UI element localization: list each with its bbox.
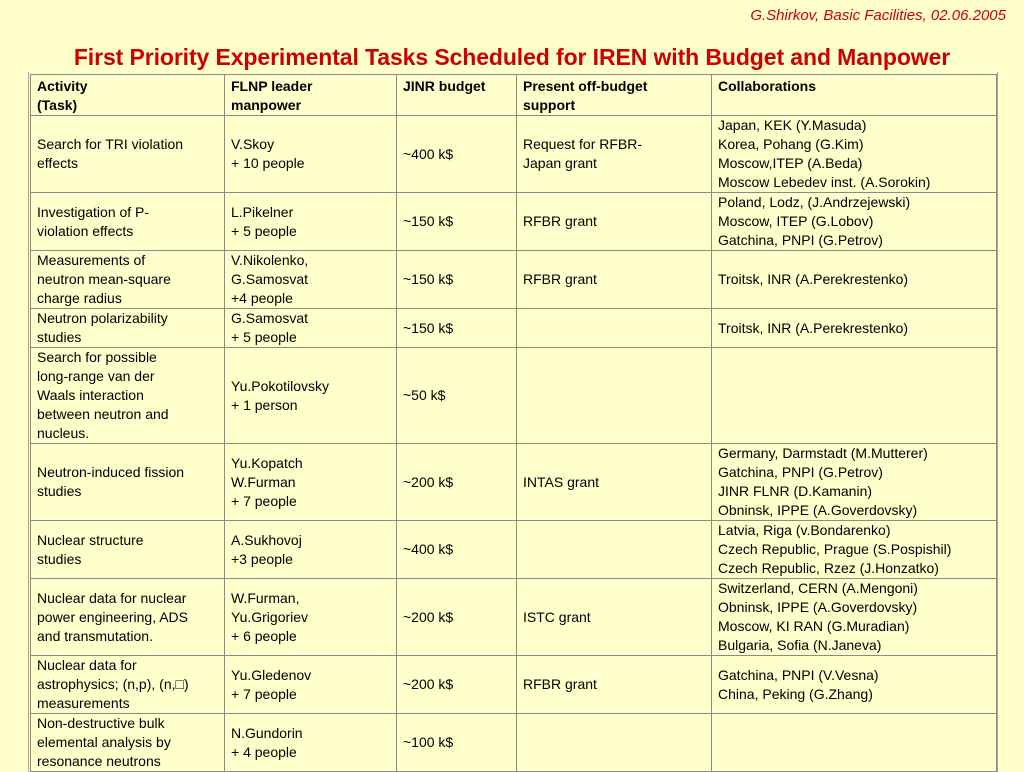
column-header-support: Present off-budget support: [517, 75, 712, 116]
cell-support: RFBR grant: [517, 193, 712, 251]
cell-budget: ~50 k$: [397, 348, 517, 444]
column-header-budget: JINR budget: [397, 75, 517, 116]
table-row: [31, 193, 997, 251]
table-header-row: [31, 75, 997, 116]
cell-activity: Nuclear data for astrophysics; (n,p), (n,□) measurements: [31, 656, 225, 714]
column-header-activity: Activity (Task): [31, 75, 225, 116]
cell-collaborations: Germany, Darmstadt (M.Mutterer) Gatchina, PNPI (G.Petrov) JINR FLNR (D.Kamanin) Obninsk, IPPE (A.Goverdovsky): [712, 444, 997, 521]
cell-budget: ~100 k$: [397, 714, 517, 772]
cell-support: RFBR grant: [517, 656, 712, 714]
table-row: [31, 251, 997, 309]
table-row: [31, 116, 997, 193]
cell-leader: V.Nikolenko, G.Samosvat +4 people: [225, 251, 397, 309]
cell-collaborations: [712, 714, 997, 772]
cell-budget: ~400 k$: [397, 116, 517, 193]
cell-leader: G.Samosvat + 5 people: [225, 309, 397, 348]
cell-activity: Measurements of neutron mean-square charge radius: [31, 251, 225, 309]
cell-activity: Search for TRI violation effects: [31, 116, 225, 193]
cell-activity: Nuclear structure studies: [31, 521, 225, 579]
cell-budget: ~150 k$: [397, 251, 517, 309]
cell-leader: Yu.Gledenov + 7 people: [225, 656, 397, 714]
table-row: [31, 579, 997, 656]
cell-activity: Non-destructive bulk elemental analysis by resonance neutrons: [31, 714, 225, 772]
cell-activity: Neutron-induced fission studies: [31, 444, 225, 521]
column-header-leader: FLNP leader manpower: [225, 75, 397, 116]
cell-collaborations: Troitsk, INR (A.Perekrestenko): [712, 251, 997, 309]
author-date-note: G.Shirkov, Basic Facilities, 02.06.2005: [750, 7, 1006, 24]
cell-budget: ~150 k$: [397, 309, 517, 348]
cell-leader: A.Sukhovoj +3 people: [225, 521, 397, 579]
cell-leader: L.Pikelner + 5 people: [225, 193, 397, 251]
cell-support: INTAS grant: [517, 444, 712, 521]
cell-leader: N.Gundorin + 4 people: [225, 714, 397, 772]
table-row: [31, 521, 997, 579]
column-header-collaborations: Collaborations: [712, 75, 997, 116]
tasks-table: [30, 74, 997, 772]
cell-support: [517, 348, 712, 444]
slide-title: First Priority Experimental Tasks Scheduled for IREN with Budget and Manpower: [73, 44, 951, 70]
cell-activity: Investigation of P- violation effects: [31, 193, 225, 251]
cell-collaborations: Poland, Lodz, (J.Andrzejewski) Moscow, ITEP (G.Lobov) Gatchina, PNPI (G.Petrov): [712, 193, 997, 251]
cell-leader: V.Skoy + 10 people: [225, 116, 397, 193]
cell-collaborations: Switzerland, CERN (A.Mengoni) Obninsk, IPPE (A.Goverdovsky) Moscow, KI RAN (G.Muradian) Bulgaria, Sofia (N.Janeva): [712, 579, 997, 656]
cell-budget: ~200 k$: [397, 444, 517, 521]
cell-activity: Neutron polarizability studies: [31, 309, 225, 348]
table-row: [31, 444, 997, 521]
cell-collaborations: Japan, KEK (Y.Masuda) Korea, Pohang (G.Kim) Moscow,ITEP (A.Beda) Moscow Lebedev inst. (A.Sorokin): [712, 116, 997, 193]
cell-leader: W.Furman, Yu.Grigoriev + 6 people: [225, 579, 397, 656]
cell-collaborations: Troitsk, INR (A.Perekrestenko): [712, 309, 997, 348]
cell-activity: Search for possible long-range van der Waals interaction between neutron and nucleus.: [31, 348, 225, 444]
table-row: [31, 309, 997, 348]
cell-support: Request for RFBR- Japan grant: [517, 116, 712, 193]
cell-budget: ~150 k$: [397, 193, 517, 251]
cell-support: [517, 714, 712, 772]
cell-leader: Yu.Kopatch W.Furman + 7 people: [225, 444, 397, 521]
table-row: [31, 348, 997, 444]
cell-budget: ~400 k$: [397, 521, 517, 579]
cell-collaborations: [712, 348, 997, 444]
cell-collaborations: Latvia, Riga (v.Bondarenko) Czech Republic, Prague (S.Pospishil) Czech Republic, Rzez (J.Honzatko): [712, 521, 997, 579]
cell-budget: ~200 k$: [397, 656, 517, 714]
cell-leader: Yu.Pokotilovsky + 1 person: [225, 348, 397, 444]
cell-activity: Nuclear data for nuclear power engineering, ADS and transmutation.: [31, 579, 225, 656]
cell-support: [517, 309, 712, 348]
cell-collaborations: Gatchina, PNPI (V.Vesna) China, Peking (G.Zhang): [712, 656, 997, 714]
table-row: [31, 714, 997, 772]
cell-support: RFBR grant: [517, 251, 712, 309]
table-row: [31, 656, 997, 714]
cell-support: ISTC grant: [517, 579, 712, 656]
cell-budget: ~200 k$: [397, 579, 517, 656]
cell-support: [517, 521, 712, 579]
